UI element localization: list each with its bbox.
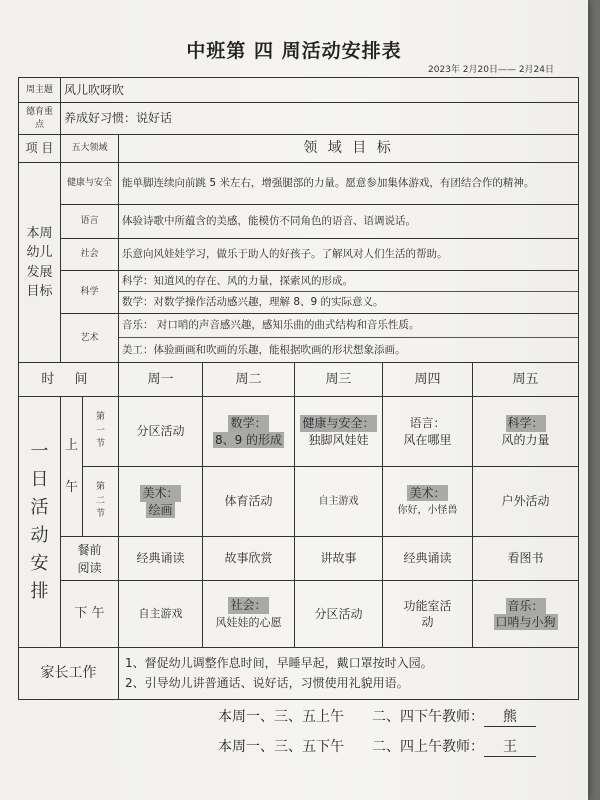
schedule-section-label: 一日活动安排	[19, 397, 61, 648]
activity-title: 风的力量	[501, 432, 550, 447]
activity-title: 口哨与小狗	[495, 615, 556, 629]
goal-domain: 科学	[61, 271, 119, 314]
activity-cell	[473, 397, 579, 467]
theme-row	[19, 78, 579, 103]
activity-cell	[383, 581, 473, 648]
goal-text: 音乐： 对口哨的声音感兴趣，感知乐曲的曲式结构和音乐性质。	[119, 314, 578, 338]
activity-cell	[203, 397, 295, 467]
activity-cell	[295, 397, 383, 467]
goal-text: 体验诗歌中所蕴含的美感，能模仿不同角色的语音、语调说话。	[119, 205, 579, 239]
time-header: 时 间	[19, 363, 119, 397]
activity-cell	[473, 467, 579, 537]
goal-row	[19, 314, 579, 363]
activity-subject: 美术：	[409, 486, 446, 501]
page-title: 中班第 四 周活动安排表	[186, 40, 402, 62]
activity-cell	[203, 467, 295, 537]
parent-work-item: 2、引导幼儿讲普通话、说好话，习惯使用礼貌用语。	[125, 675, 409, 690]
schedule-header-row	[19, 363, 579, 397]
session2-row	[19, 467, 579, 537]
goal-row	[19, 163, 579, 205]
day-header: 周二	[203, 363, 295, 397]
activity-cell	[383, 467, 473, 537]
activity-cell	[383, 397, 473, 467]
goal-text: 美工：体验画画和吹画的乐趣，能根据吹画的形状想象添画。	[122, 344, 406, 356]
activity-text: 自主游戏	[138, 606, 183, 620]
activity-subject: 健康与安全：	[302, 416, 375, 431]
teacher-name: 熊	[484, 706, 536, 727]
morning-label: 上午	[61, 397, 83, 537]
goal-text: 数学：对数学操作活动感兴趣，理解 8、9 的实际意义。	[122, 296, 384, 308]
activity-text: 分区活动	[314, 606, 363, 621]
meal-cell: 讲故事	[295, 537, 383, 581]
day-header: 周三	[295, 363, 383, 397]
goal-domain: 艺术	[61, 314, 119, 363]
afternoon-label: 下 午	[61, 581, 119, 648]
day-header: 周四	[383, 363, 473, 397]
activity-text: 户外活动	[501, 494, 550, 509]
activity-text: 分区活动	[136, 424, 185, 439]
afternoon-row	[19, 581, 579, 648]
session1-label: 第一节	[83, 397, 119, 467]
activity-subject: 功能室活	[403, 598, 452, 613]
goals-section-label: 本周幼儿发展目标	[19, 163, 61, 363]
parent-work-items	[119, 648, 579, 700]
teacher-schedule: 本周一、三、五下午 二、四上午教师：	[218, 739, 484, 755]
goal-row	[19, 271, 579, 314]
theme-value: 风儿吹呀吹	[61, 78, 579, 103]
teacher-line	[218, 736, 536, 757]
teacher-name: 王	[484, 736, 536, 757]
activity-text: 体育活动	[224, 494, 273, 509]
activity-subject: 美术：	[142, 486, 179, 501]
goal-domain: 健康与安全	[61, 163, 119, 205]
activity-cell	[119, 397, 203, 467]
activity-title: 风娃娃的心愿	[215, 615, 282, 629]
goal-text-pair	[119, 271, 579, 314]
goal-text: 乐意向风娃娃学习，做乐于助人的好孩子。了解风对人们生活的帮助。	[119, 239, 579, 271]
activity-title: 独脚风娃娃	[308, 432, 369, 447]
activity-cell	[119, 581, 203, 648]
goal-domain: 语言	[61, 205, 119, 239]
meal-cell: 看图书	[473, 537, 579, 581]
parent-work-item: 1、督促幼儿调整作息时间，早睡早起，戴口罩按时入园。	[125, 656, 433, 671]
goals-header-row	[19, 135, 579, 163]
goal-domain: 社会	[61, 239, 119, 271]
item-header: 项 目	[19, 135, 61, 163]
goal-row	[19, 205, 579, 239]
meal-row	[19, 537, 579, 581]
activity-title: 绘画	[148, 502, 173, 517]
meal-cell: 经典诵读	[383, 537, 473, 581]
moral-row	[19, 103, 579, 135]
parent-work-label: 家长工作	[19, 648, 119, 700]
goal-row	[19, 239, 579, 271]
domains-header: 五大领域	[61, 135, 119, 163]
activity-text: 自主游戏	[318, 495, 359, 507]
activity-subject: 语言：	[409, 416, 446, 431]
activity-subject: 社会：	[230, 598, 267, 613]
day-header: 周一	[119, 363, 203, 397]
moral-label: 德育重点	[19, 103, 61, 135]
activity-cell	[295, 581, 383, 648]
activity-cell	[119, 467, 203, 537]
date-range: 2023年 2月20日—— 2月24日	[428, 65, 554, 75]
activity-cell	[295, 467, 383, 537]
goal-text-pair	[119, 314, 579, 363]
meal-cell: 故事欣赏	[203, 537, 295, 581]
goal-text: 能单脚连续向前跳 5 米左右，增强腿部的力量。愿意参加集体游戏，有团结合作的精神。	[119, 163, 579, 205]
teacher-line	[218, 706, 536, 727]
activity-cell	[473, 581, 579, 648]
schedule-table	[18, 77, 579, 700]
activity-title: 8、9 的形成	[214, 432, 283, 447]
moral-value: 养成好习惯：说好话	[61, 103, 579, 135]
activity-title: 动	[421, 615, 434, 629]
target-header: 领 域 目 标	[119, 135, 579, 163]
session2-label: 第二节	[83, 467, 119, 537]
parent-work-row	[19, 648, 579, 700]
meal-cell: 经典诵读	[119, 537, 203, 581]
meal-label: 餐前阅读	[61, 537, 119, 581]
teacher-schedule: 本周一、三、五上午 二、四下午教师：	[218, 709, 484, 725]
activity-cell	[203, 581, 295, 648]
activity-subject: 数学：	[230, 416, 267, 431]
activity-subject: 科学：	[507, 416, 544, 431]
theme-label: 周主题	[19, 78, 61, 103]
activity-subject: 音乐：	[507, 598, 544, 613]
activity-title: 你好，小怪兽	[397, 505, 458, 517]
goal-text: 科学：知道风的存在、风的力量，探索风的形成。	[119, 271, 578, 292]
day-header: 周五	[473, 363, 579, 397]
session1-row	[19, 397, 579, 467]
activity-title: 风在哪里	[403, 432, 452, 447]
